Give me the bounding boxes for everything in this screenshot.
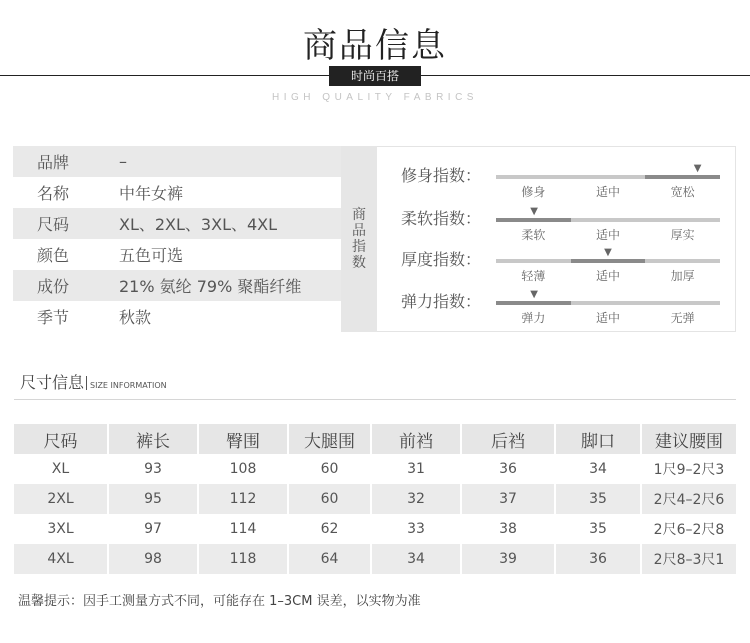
index-options	[496, 183, 720, 200]
info-label: 名称	[37, 184, 70, 203]
table-cell: 32	[371, 484, 461, 514]
table-cell: 4XL	[14, 544, 108, 574]
table-cell: 36	[555, 544, 641, 574]
table-cell: 34	[555, 454, 641, 484]
column-header: 建议腰围	[641, 424, 736, 454]
info-label: 颜色	[37, 246, 70, 265]
column-header: 尺码	[14, 424, 108, 454]
index-label: 柔软指数：	[401, 209, 482, 228]
index-option: 无弹	[670, 311, 695, 325]
index-option: 厚实	[670, 228, 695, 242]
table-cell: 35	[555, 514, 641, 544]
index-scale-bar	[496, 301, 720, 305]
index-option: 加厚	[670, 269, 695, 283]
info-value: –	[119, 152, 127, 171]
info-value: 五色可选	[119, 246, 184, 265]
scale-segment	[645, 301, 720, 305]
table-cell: 2XL	[14, 484, 108, 514]
info-label: 季节	[37, 308, 70, 327]
side-char: 品	[352, 223, 366, 239]
triangle-down-icon: ▼	[604, 247, 612, 258]
info-row-color	[13, 239, 341, 270]
scale-segment	[571, 301, 646, 305]
triangle-down-icon: ▼	[693, 163, 702, 174]
info-row-name	[13, 177, 341, 208]
triangle-down-icon: ▼	[530, 206, 538, 217]
info-value: 21% 氨纶 79% 聚酯纤维	[119, 277, 302, 296]
table-row	[14, 514, 736, 544]
table-cell: 60	[288, 484, 371, 514]
index-option: 适中	[596, 228, 621, 242]
info-row-season	[13, 301, 341, 332]
size-table-header	[14, 424, 736, 454]
index-panel	[377, 146, 736, 332]
index-row-softness	[377, 206, 736, 246]
index-label: 弹力指数：	[401, 292, 482, 311]
info-row-size	[13, 208, 341, 239]
scale-segment	[496, 301, 571, 305]
size-table	[14, 424, 736, 574]
index-label: 厚度指数：	[401, 250, 482, 269]
measurement-note: 温馨提示：因手工测量方式不同，可能存在 1–3CM 误差，以实物为准	[18, 594, 421, 609]
table-cell: 2尺8–3尺1	[641, 544, 736, 574]
table-cell: 108	[198, 454, 288, 484]
index-row-fit	[377, 163, 736, 203]
triangle-down-icon: ▼	[530, 289, 538, 300]
scale-segment	[571, 175, 646, 179]
table-cell: 2尺4–2尺6	[641, 484, 736, 514]
table-cell: 98	[108, 544, 198, 574]
table-cell: 60	[288, 454, 371, 484]
table-cell: 97	[108, 514, 198, 544]
size-section-divider	[14, 399, 736, 400]
table-cell: 62	[288, 514, 371, 544]
info-value: 中年女裤	[119, 184, 184, 203]
index-row-thickness	[377, 247, 736, 287]
index-option: 宽松	[670, 185, 695, 199]
index-options	[496, 309, 720, 326]
table-cell: 64	[288, 544, 371, 574]
table-cell: 33	[371, 514, 461, 544]
table-cell: 114	[198, 514, 288, 544]
info-row-brand	[13, 146, 341, 177]
index-option: 适中	[596, 269, 621, 283]
info-value: XL、2XL、3XL、4XL	[119, 215, 278, 234]
size-title-cn: 尺寸信息	[20, 373, 85, 392]
column-header: 大腿围	[288, 424, 371, 454]
table-cell: 38	[461, 514, 555, 544]
info-label: 成份	[37, 277, 70, 296]
index-scale-bar	[496, 175, 720, 179]
table-cell: 37	[461, 484, 555, 514]
table-cell: 35	[555, 484, 641, 514]
index-option: 修身	[521, 185, 546, 199]
side-char: 指	[352, 239, 366, 255]
index-row-elasticity	[377, 289, 736, 329]
info-value: 秋款	[119, 308, 152, 327]
table-cell: 39	[461, 544, 555, 574]
scale-segment	[496, 218, 571, 222]
scale-segment	[645, 259, 720, 263]
table-cell: 2尺6–2尺8	[653, 522, 725, 538]
subtitle: HIGH QUALITY FABRICS	[272, 92, 478, 103]
column-header: 后裆	[461, 424, 555, 454]
index-side-label	[341, 146, 377, 332]
side-char: 商	[352, 207, 366, 223]
table-cell: 93	[108, 454, 198, 484]
size-section-title	[20, 370, 167, 393]
table-cell: 112	[198, 484, 288, 514]
product-info-table	[13, 146, 341, 332]
table-cell: 34	[371, 544, 461, 574]
index-option: 柔软	[521, 228, 546, 242]
table-row	[14, 484, 736, 514]
column-header: 前裆	[371, 424, 461, 454]
info-row-material	[13, 270, 341, 301]
scale-segment	[496, 175, 571, 179]
index-options	[496, 267, 720, 284]
column-header: 脚口	[555, 424, 641, 454]
index-label: 修身指数：	[401, 166, 482, 185]
table-cell: 1尺9–2尺3	[653, 462, 725, 478]
size-title-en: SIZE INFORMATION	[90, 381, 167, 390]
table-row	[14, 544, 736, 574]
table-cell: 36	[461, 454, 555, 484]
table-cell: 95	[108, 484, 198, 514]
index-option: 适中	[596, 311, 621, 325]
title-separator	[86, 376, 87, 390]
tagline-badge: 时尚百搭	[329, 66, 421, 86]
table-row	[14, 454, 736, 484]
index-options	[496, 226, 720, 243]
info-label: 品牌	[37, 153, 70, 172]
index-option: 轻薄	[521, 269, 546, 283]
index-option: 适中	[596, 185, 621, 199]
scale-segment	[645, 175, 720, 179]
index-scale-bar	[496, 218, 720, 222]
table-cell: 31	[371, 454, 461, 484]
info-label: 尺码	[37, 215, 70, 234]
scale-segment	[571, 259, 646, 263]
side-char: 数	[352, 255, 366, 271]
table-cell: XL	[14, 454, 108, 484]
column-header: 臀围	[198, 424, 288, 454]
column-header: 裤长	[108, 424, 198, 454]
table-cell: 118	[198, 544, 288, 574]
scale-segment	[496, 259, 571, 263]
index-option: 弹力	[521, 311, 546, 325]
scale-segment	[571, 218, 646, 222]
index-scale-bar	[496, 259, 720, 263]
page-title: 商品信息	[303, 26, 447, 66]
scale-segment	[645, 218, 720, 222]
table-cell: 3XL	[14, 514, 108, 544]
